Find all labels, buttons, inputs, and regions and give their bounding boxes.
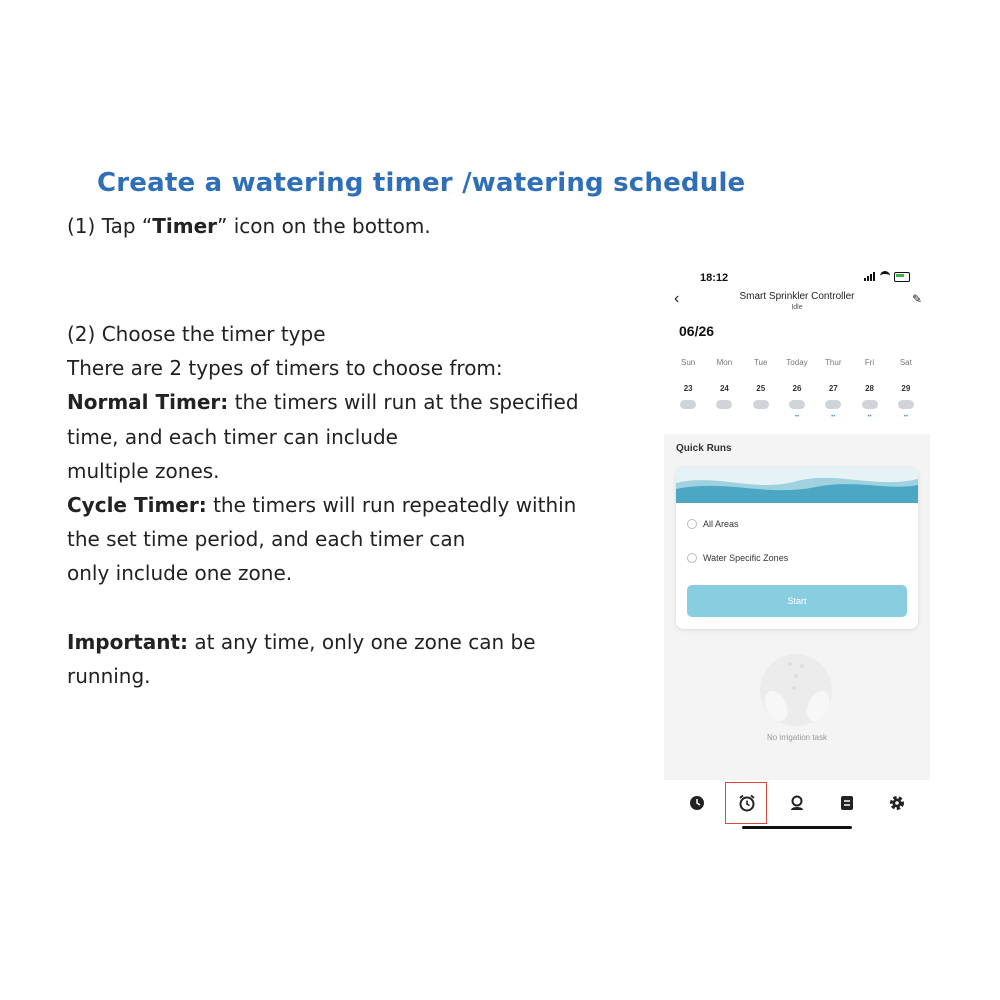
chevron-left-icon[interactable]: ‹ <box>674 290 680 307</box>
cloud-icon <box>862 400 878 409</box>
weather-day <box>743 358 779 420</box>
cloud-icon <box>716 400 732 409</box>
weather-day-date: 23 <box>683 384 693 393</box>
phone-screenshot <box>664 262 930 830</box>
option-specific-zones-label: Water Specific Zones <box>703 553 789 563</box>
normal-timer-line-1 <box>67 385 607 419</box>
weather-day <box>779 358 815 420</box>
current-date: 06/26 <box>679 323 715 339</box>
weather-day-date: 26 <box>792 384 802 393</box>
normal-timer-line-3: multiple zones. <box>67 458 220 483</box>
log-icon[interactable] <box>836 792 858 814</box>
cloud-icon <box>898 400 914 409</box>
rain-icon <box>706 414 742 420</box>
settings-icon[interactable] <box>886 792 908 814</box>
radio-all-areas[interactable] <box>687 519 697 529</box>
status-time: 18:12 <box>700 272 729 284</box>
home-indicator <box>742 826 852 829</box>
wifi-icon <box>880 271 890 282</box>
rain-icon <box>743 414 779 420</box>
battery-icon <box>894 272 910 282</box>
quick-runs-title: Quick Runs <box>676 443 732 454</box>
weather-day-name: Sun <box>681 358 696 367</box>
weather-day <box>888 358 924 420</box>
zone-icon[interactable] <box>786 792 808 814</box>
app-title: Smart Sprinkler Controller <box>739 291 855 302</box>
empty-state-illustration <box>746 648 846 728</box>
weather-day <box>670 358 706 420</box>
rain-icon: •• <box>794 414 800 420</box>
radio-specific-zones[interactable] <box>687 553 697 563</box>
weather-day-date: 27 <box>828 384 838 393</box>
cycle-timer-label: Cycle Timer: <box>67 493 207 518</box>
cloud-icon <box>680 400 696 409</box>
step-1-prefix: (1) Tap “ <box>67 214 153 238</box>
step-2-heading: (2) Choose the timer type <box>67 322 326 346</box>
weather-day-name: Tue <box>753 358 768 367</box>
option-specific-zones[interactable] <box>687 553 788 563</box>
weather-day <box>706 358 742 420</box>
rain-icon: •• <box>867 414 872 420</box>
cycle-timer-line-3: only include one zone. <box>67 561 293 586</box>
page-title: Create a watering timer /watering schedule <box>97 168 746 198</box>
weather-day-name: Thur <box>825 358 842 367</box>
option-all-areas[interactable] <box>687 519 739 529</box>
weather-week <box>670 358 924 420</box>
quick-runs-card <box>676 467 918 629</box>
important-line-1 <box>67 625 607 659</box>
app-status: Idle <box>791 304 803 311</box>
types-intro: There are 2 types of timers to choose from: <box>67 356 503 381</box>
history-icon[interactable] <box>686 792 708 814</box>
empty-state-text: No irrigation task <box>766 733 828 742</box>
weather-day-date: 25 <box>756 384 766 393</box>
start-button[interactable]: Start <box>687 585 907 617</box>
cycle-timer-line-2: the set time period, and each timer can <box>67 527 466 552</box>
weather-day <box>851 358 887 420</box>
rain-icon: •• <box>903 414 908 420</box>
weather-day-date: 28 <box>865 384 874 393</box>
normal-timer-desc-1: the timers will run at the specified <box>228 390 579 415</box>
weather-day-name: Sat <box>899 358 912 367</box>
signal-icon <box>864 272 876 281</box>
cycle-timer-desc-1: the timers will run repeatedly within <box>206 493 577 518</box>
step-1-timer-word: Timer <box>152 214 218 238</box>
rain-icon: •• <box>831 414 836 420</box>
weather-day-name: Fri <box>864 358 875 367</box>
step-1-suffix: ” icon on the bottom. <box>217 214 431 238</box>
cloud-icon <box>789 400 805 409</box>
phone-header <box>664 262 930 434</box>
status-icons <box>864 271 910 282</box>
cloud-icon <box>825 400 841 409</box>
cloud-icon <box>753 400 769 409</box>
timer-icon[interactable] <box>736 792 758 814</box>
important-line-2: running. <box>67 663 151 688</box>
instructions <box>67 317 607 693</box>
cycle-timer-line-1 <box>67 488 607 522</box>
weather-day-date: 24 <box>719 384 729 393</box>
weather-day-name: Today <box>786 358 808 367</box>
normal-timer-label: Normal Timer: <box>67 390 229 415</box>
weather-day-date: 29 <box>901 384 911 393</box>
option-all-areas-label: All Areas <box>703 519 739 529</box>
bottom-tab-bar <box>664 780 930 830</box>
pencil-icon[interactable]: ✎ <box>911 292 922 306</box>
weather-day <box>815 358 851 420</box>
important-label: Important: <box>67 629 189 654</box>
rain-icon <box>670 414 706 420</box>
normal-timer-line-2: time, and each timer can include <box>67 424 398 449</box>
step-1-text <box>67 214 431 238</box>
important-desc-1: at any time, only one zone can be <box>188 629 536 654</box>
wave-banner <box>676 467 918 503</box>
weather-day-name: Mon <box>716 358 733 367</box>
